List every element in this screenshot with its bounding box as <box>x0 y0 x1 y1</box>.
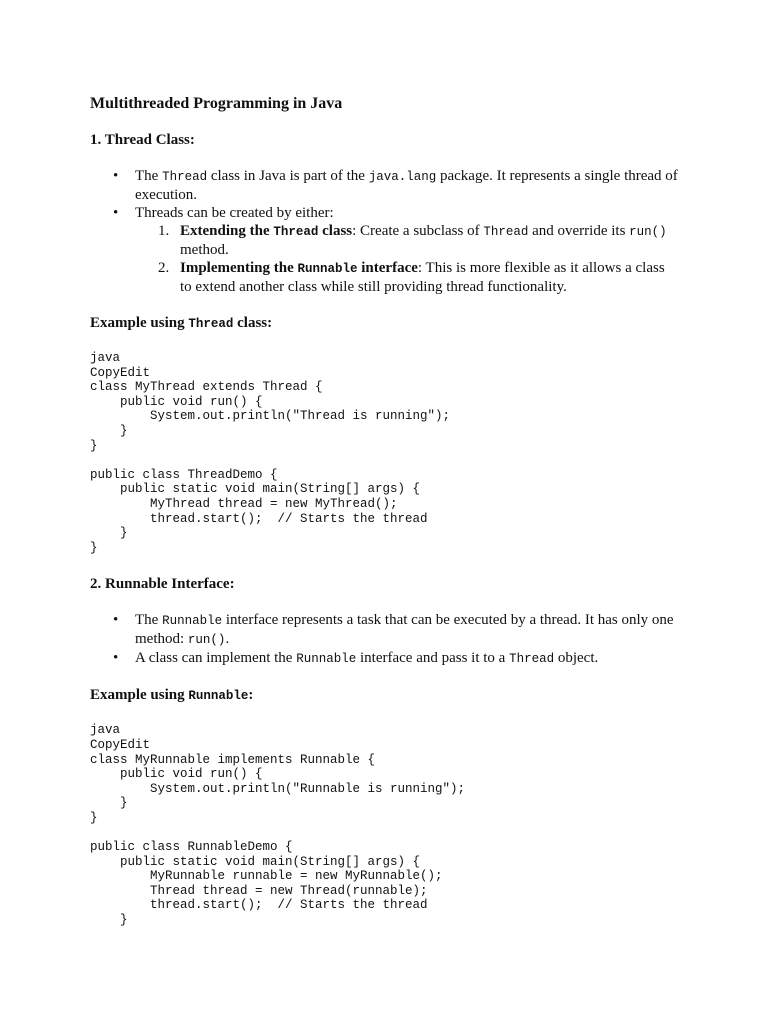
code-line: public void run() { <box>90 394 263 409</box>
code-line: } <box>90 438 98 453</box>
list-item: • Threads can be created by either: 1. Extending the Thread class: Create a subclass of Thread and override its run() method. 2. Implementing the Runnable interface: This is more flexible as it allows a class to extend another class while still providing thread functionality. <box>135 204 680 296</box>
code-line: public class ThreadDemo { <box>90 467 278 482</box>
bullet-icon: • <box>113 650 119 667</box>
bullet-icon: • <box>113 612 119 629</box>
code-line: public static void main(String[] args) { <box>90 854 421 869</box>
code-line <box>90 453 680 468</box>
inline-code: Thread <box>509 652 555 667</box>
code-line: thread.start(); // Starts the thread <box>90 511 428 526</box>
inline-code: Runnable <box>296 652 357 667</box>
code-line <box>90 825 680 840</box>
inline-code: Thread <box>162 170 208 184</box>
code-block-runnable-example <box>90 723 680 927</box>
code-line: System.out.println("Runnable is running"); <box>90 781 466 796</box>
runnable-bullet-list <box>90 611 680 668</box>
example-heading-runnable: Example using Runnable: <box>90 687 254 704</box>
page-title: Multithreaded Programming in Java <box>90 95 343 112</box>
list-item: 2. Implementing the Runnable interface: This is more flexible as it allows a class to extend another class while still providing thread functionality. <box>158 260 665 295</box>
code-line: thread.start(); // Starts the thread <box>90 898 428 913</box>
example-heading-thread: Example using Thread class: <box>90 315 273 331</box>
inline-code: Thread <box>483 225 529 239</box>
code-line: public class RunnableDemo { <box>90 840 293 855</box>
code-block-thread-example <box>90 351 680 555</box>
inline-code: Runnable <box>297 262 358 276</box>
section-heading-thread-class: 1. Thread Class: <box>90 132 195 148</box>
list-item: • The Thread class in Java is part of the java.lang package. It represents a single thread of execution. <box>113 168 678 203</box>
code-line: } <box>90 423 128 438</box>
copy-edit-label: CopyEdit <box>90 365 151 380</box>
inline-code: run() <box>629 225 667 239</box>
code-line: java <box>90 351 121 365</box>
code-line: MyRunnable runnable = new MyRunnable(); <box>90 869 443 884</box>
code-line: } <box>90 540 98 555</box>
code-line: } <box>90 526 128 541</box>
bullet-icon: • <box>113 205 119 221</box>
list-item: • A class can implement the Runnable interface and pass it to a Thread object. <box>113 650 599 667</box>
list-item: 1. Extending the Thread class: Create a subclass of Thread and override its run() method. <box>158 223 667 258</box>
code-line: } <box>90 913 128 928</box>
code-line: class MyRunnable implements Runnable { <box>90 752 376 767</box>
section-heading-runnable-interface: 2. Runnable Interface: <box>90 576 235 593</box>
bullet-icon: • <box>113 168 119 184</box>
inline-code: java.lang <box>368 170 437 184</box>
list-item: • The Runnable interface represents a task that can be executed by a thread. It has only one method: run(). <box>113 612 674 648</box>
code-line: public static void main(String[] args) { <box>90 482 421 497</box>
code-line: java <box>90 723 121 738</box>
creation-methods-list <box>135 222 680 296</box>
code-line: public void run() { <box>90 767 263 782</box>
inline-code: Thread <box>188 317 234 331</box>
inline-code: Runnable <box>162 614 223 629</box>
code-line: } <box>90 796 128 811</box>
code-line: Thread thread = new Thread(runnable); <box>90 883 428 898</box>
list-number: 2. <box>158 260 170 276</box>
code-line: MyThread thread = new MyThread(); <box>90 496 398 511</box>
code-line: class MyThread extends Thread { <box>90 380 323 395</box>
code-line: System.out.println("Thread is running"); <box>90 409 451 424</box>
inline-code: Thread <box>273 225 319 239</box>
copy-edit-label: CopyEdit <box>90 737 151 752</box>
list-number: 1. <box>158 223 170 239</box>
code-line: } <box>90 810 98 825</box>
inline-code: run() <box>187 633 226 648</box>
thread-class-bullet-list <box>90 167 680 296</box>
inline-code: Runnable <box>188 689 249 704</box>
document-page <box>90 88 680 928</box>
